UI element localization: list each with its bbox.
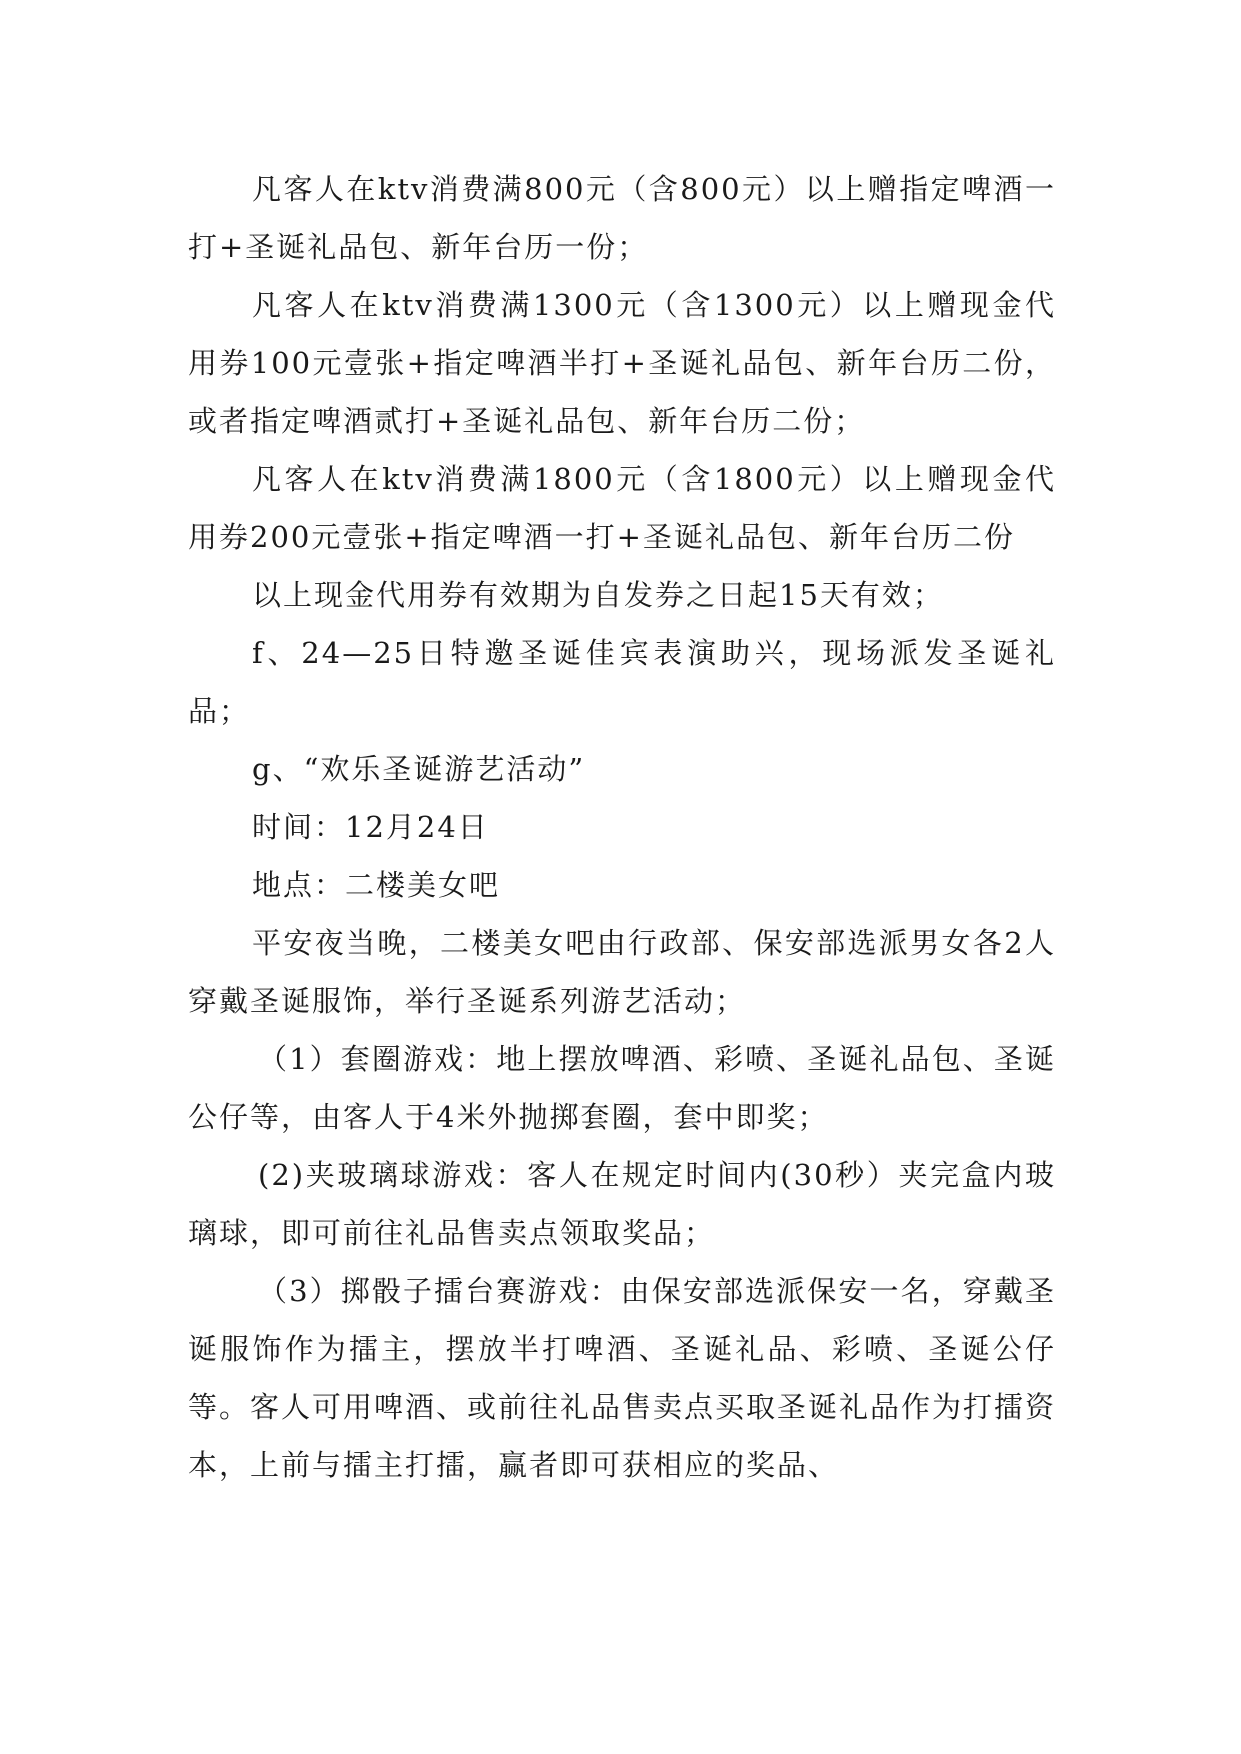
paragraph-item-f: f、24—25日特邀圣诞佳宾表演助兴，现场派发圣诞礼品； bbox=[188, 636, 1056, 728]
paragraph-voucher-validity: 以上现金代用券有效期为自发券之日起15天有效； bbox=[252, 578, 944, 612]
document-body bbox=[188, 160, 1056, 1494]
paragraph-ktv-1800: 凡客人在ktv消费满1800元（含1800元）以上赠现金代用券200元壹张+指定啤酒一打+圣诞礼品包、新年台历二份 bbox=[188, 462, 1056, 554]
paragraph-glass-ball: (2)夹玻璃球游戏：客人在规定时间内(30秒）夹完盒内玻璃球，即可前往礼品售卖点领取奖品； bbox=[188, 1158, 1056, 1250]
paragraph-christmas-eve: 平安夜当晚，二楼美女吧由行政部、保安部选派男女各2人穿戴圣诞服饰，举行圣诞系列游艺活动； bbox=[188, 926, 1056, 1018]
paragraph-ring-toss: （1）套圈游戏：地上摆放啤酒、彩喷、圣诞礼品包、圣诞公仔等，由客人于4米外抛掷套圈，套中即奖； bbox=[188, 1042, 1056, 1134]
paragraph-location: 地点：二楼美女吧 bbox=[252, 868, 501, 902]
paragraph-ktv-1300: 凡客人在ktv消费满1300元（含1300元）以上赠现金代用券100元壹张+指定啤酒半打+圣诞礼品包、新年台历二份，或者指定啤酒贰打+圣诞礼品包、新年台历二份； bbox=[188, 288, 1056, 438]
paragraph-dice-challenge: （3）掷骰子擂台赛游戏：由保安部选派保安一名，穿戴圣诞服饰作为擂主，摆放半打啤酒、圣诞礼品、彩喷、圣诞公仔等。客人可用啤酒、或前往礼品售卖点买取圣诞礼品作为打擂资本，上前与擂主打擂，赢者即可获相应的奖品、 bbox=[188, 1274, 1057, 1482]
paragraph-item-g: g、“欢乐圣诞游艺活动” bbox=[252, 752, 586, 786]
paragraph-ktv-800: 凡客人在ktv消费满800元（含800元）以上赠指定啤酒一打+圣诞礼品包、新年台历一份； bbox=[188, 172, 1056, 264]
paragraph-time: 时间：12月24日 bbox=[252, 810, 489, 844]
